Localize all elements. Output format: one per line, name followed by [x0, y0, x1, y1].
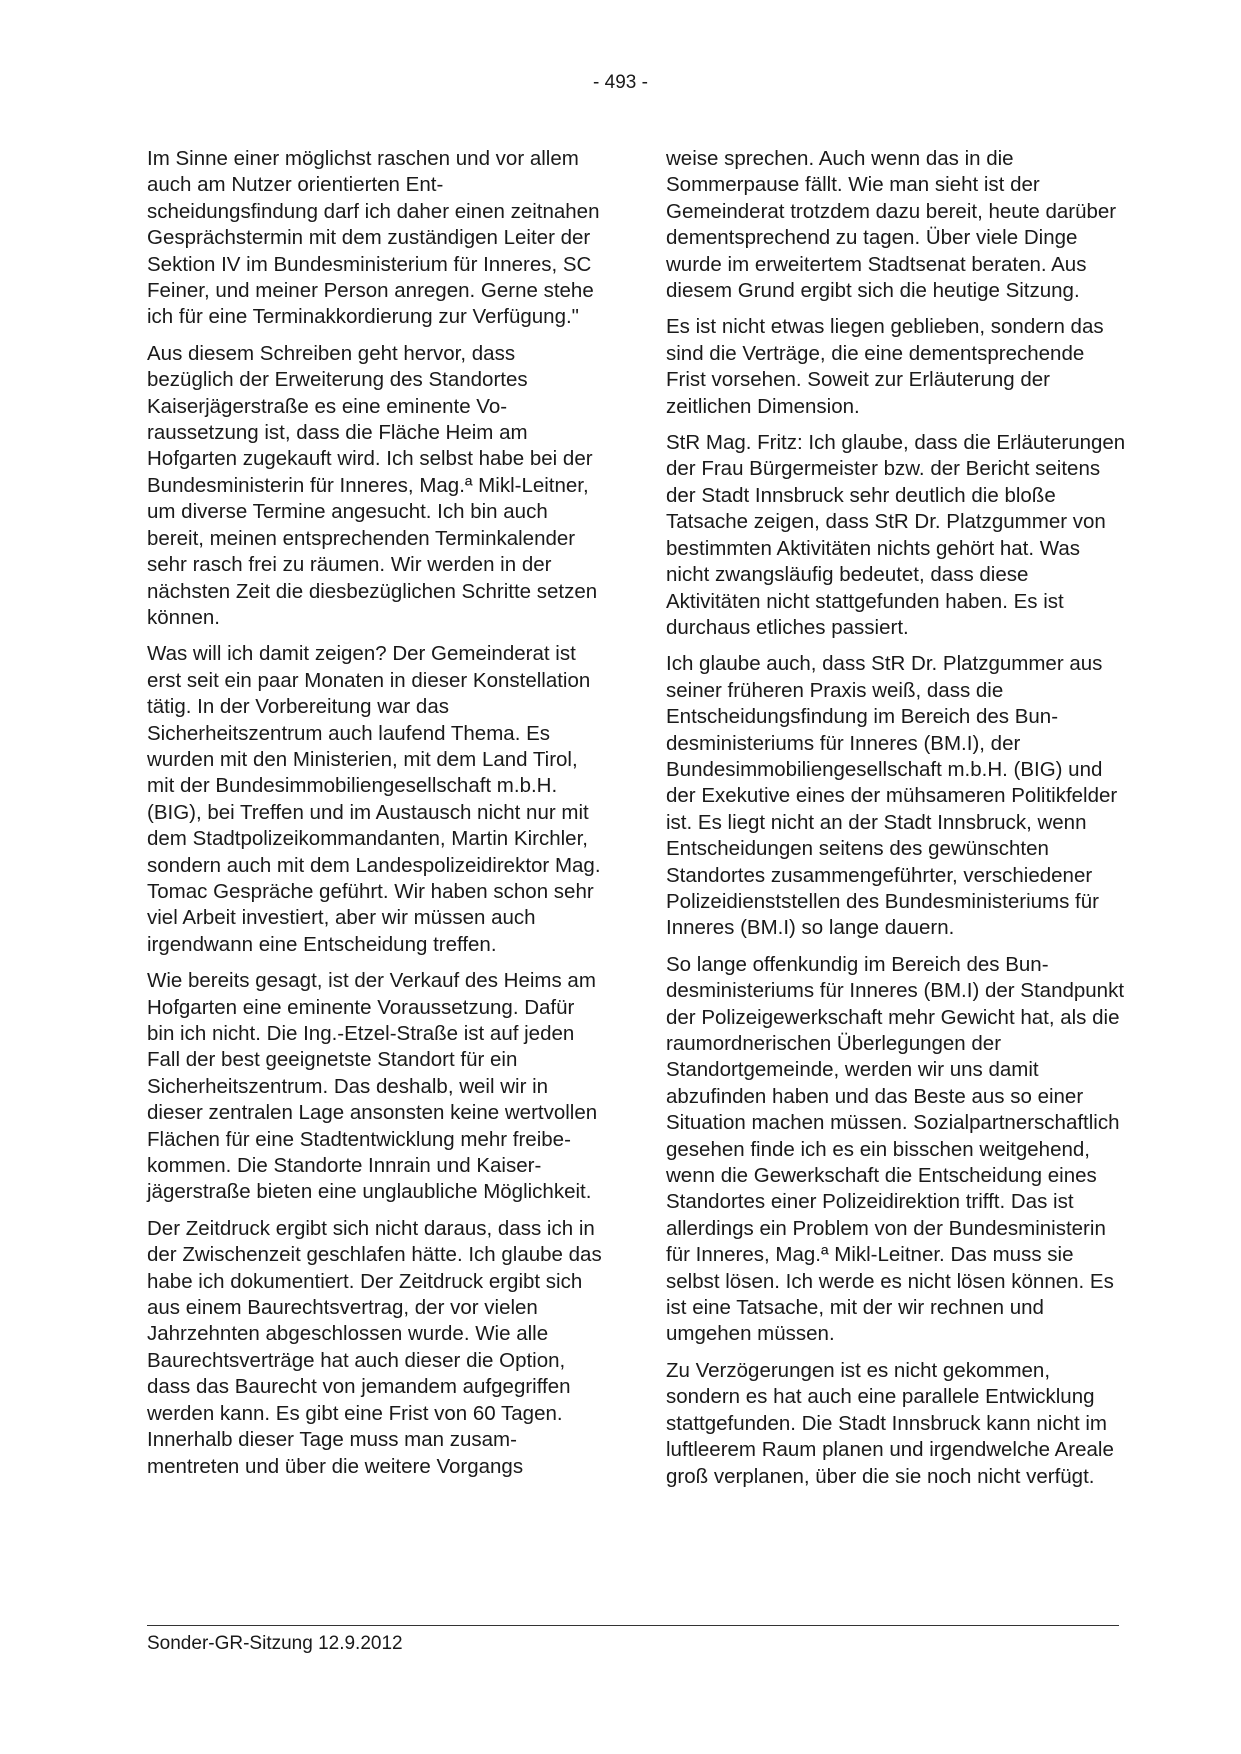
paragraph: Zu Verzögerungen ist es nicht gekommen, sondern es hat auch eine parallele Entwicklung stattgefunden. Die Stadt Innsbruck kann nicht im luftleerem Raum planen und irgendwelche Areale groß verplanen, über die sie noch nicht verfügt. — [666, 1358, 1114, 1488]
paragraph: Der Zeitdruck ergibt sich nicht daraus, dass ich in der Zwischenzeit geschlafen hätte. Ich glaube das habe ich dokumentiert. Der Zeitdruck ergibt sich aus einem Baurechtsvertrag, der vor vielen Jahrzehnten abgeschlossen wurde. Wie alle Baurechtsverträge hat auch dieser die Option, dass das Baurecht von jemandem aufgegriffen werden kann. Es gibt eine Frist von 60 Tagen. Innerhalb dieser Tage muss man zusammentreten und über die weitere Vorgangs — [147, 1216, 602, 1478]
paragraph: StR Mag. Fritz: Ich glaube, dass die Erläuterungen der Frau Bürgermeister bzw. der Bericht seitens der Stadt Innsbruck sehr deutlich die bloße Tatsache zeigen, dass StR Dr. Platzgummer von bestimmten Aktivitäten nichts gehört hat. Was nicht zwangsläufig bedeutet, dass diese Aktivitäten nicht stattgefunden haben. Es ist durchaus etliches passiert. — [666, 431, 1126, 639]
paragraph: Ich glaube auch, dass StR Dr. Platzgummer aus seiner früheren Praxis weiß, dass die Entscheidungsfindung im Bereich des Bundesministeriums für Inneres (BM.I), der Bundesimmobiliengesellschaft m.b.H. (BIG) und der Exekutive eines der mühsameren Politikfelder ist. Es liegt nicht an der Stadt Innsbruck, wenn Entscheidungen seitens des gewünschten Standortes zusammengeführter, verschiedener Polizeidienststellen des Bundesministeriums für Inneres (BM.I) so lange dauern. — [666, 652, 1118, 940]
footer-session-label: Sonder-GR-Sitzung 12.9.2012 — [147, 1633, 403, 1654]
paragraph: Was will ich damit zeigen? Der Gemeinderat ist erst seit ein paar Monaten in dieser Konstellation tätig. In der Vorbereitung war das Sicherheitszentrum auch laufend Thema. Es wurden mit den Ministerien, mit dem Land Tirol, mit der Bundesimmobiliengesellschaft m.b.H. (BIG), bei Treffen und im Austausch nicht nur mit dem Stadtpolizeikommandanten, Martin Kirchler, sondern auch mit dem Landespolizeidirektor Mag. Tomac Gespräche geführt. Wir haben schon sehr viel Arbeit investiert, aber wir müssen auch irgendwann eine Entscheidung treffen. — [147, 642, 601, 956]
paragraph: So lange offenkundig im Bereich des Bundesministeriums für Inneres (BM.I) der Standpunkt der Polizeigewerkschaft mehr Gewicht hat, als die raumordnerischen Überlegungen der Standortgemeinde, werden wir uns damit abzufinden haben und das Beste aus so einer Situation machen müssen. Sozialpartnerschaftlich gesehen finde ich es ein bisschen weitgehend, wenn die Gewerkschaft die Entscheidung eines Standortes einer Polizeidirektion trifft. Das ist allerdings ein Problem von der Bundesministerin für Inneres, Mag.ª Mikl-Leitner. Das muss sie selbst lösen. Ich werde es nicht lösen können. Es ist eine Tatsache, mit der wir rechnen und umgehen müssen. — [666, 952, 1125, 1346]
page-number: - 493 - — [593, 72, 648, 93]
paragraph: Es ist nicht etwas liegen geblieben, sondern das sind die Verträge, die eine dementsprechende Frist vorsehen. Soweit zur Erläuterung der zeitlichen Dimension. — [666, 315, 1104, 418]
left-column — [147, 146, 602, 1490]
paragraph: Wie bereits gesagt, ist der Verkauf des Heims am Hofgarten eine eminente Voraussetzung. Dafür bin ich nicht. Die Ing.-Etzel-Straße ist auf jeden Fall der best geeignetste Standort für ein Sicherheitszentrum. Das deshalb, weil wir in dieser zentralen Lage ansonsten keine wertvollen Flächen für eine Stadtentwicklung mehr freibekommen. Die Standorte Innrain und Kaiserjägerstraße bieten eine unglaubliche Möglichkeit. — [147, 969, 598, 1204]
footer-divider — [147, 1625, 1119, 1626]
paragraph: Im Sinne einer möglichst raschen und vor allem auch am Nutzer orientierten Entscheidungsfindung darf ich daher einen zeitnahen Gesprächstermin mit dem zuständigen Leiter der Sektion IV im Bundesministerium für Inneres, SC Feiner, und meiner Person anregen. Gerne stehe ich für eine Terminakkordierung zur Verfügung." — [147, 147, 600, 329]
paragraph: weise sprechen. Auch wenn das in die Sommerpause fällt. Wie man sieht ist der Gemeinderat trotzdem dazu bereit, heute darüber dementsprechend zu tagen. Über viele Dinge wurde im erweitertem Stadtsenat beraten. Aus diesem Grund ergibt sich die heutige Sitzung. — [666, 147, 1117, 303]
paragraph: Aus diesem Schreiben geht hervor, dass bezüglich der Erweiterung des Standortes Kaiserjägerstraße es eine eminente Voraussetzung ist, dass die Fläche Heim am Hofgarten zugekauft wird. Ich selbst habe bei der Bundesministerin für Inneres, Mag.ª Mikl-Leitner, um diverse Termine angesucht. Ich bin auch bereit, meinen entsprechenden Terminkalender sehr rasch frei zu räumen. Wir werden in der nächsten Zeit die diesbezüglichen Schritte setzen können. — [147, 341, 598, 629]
right-column — [666, 146, 1126, 1500]
